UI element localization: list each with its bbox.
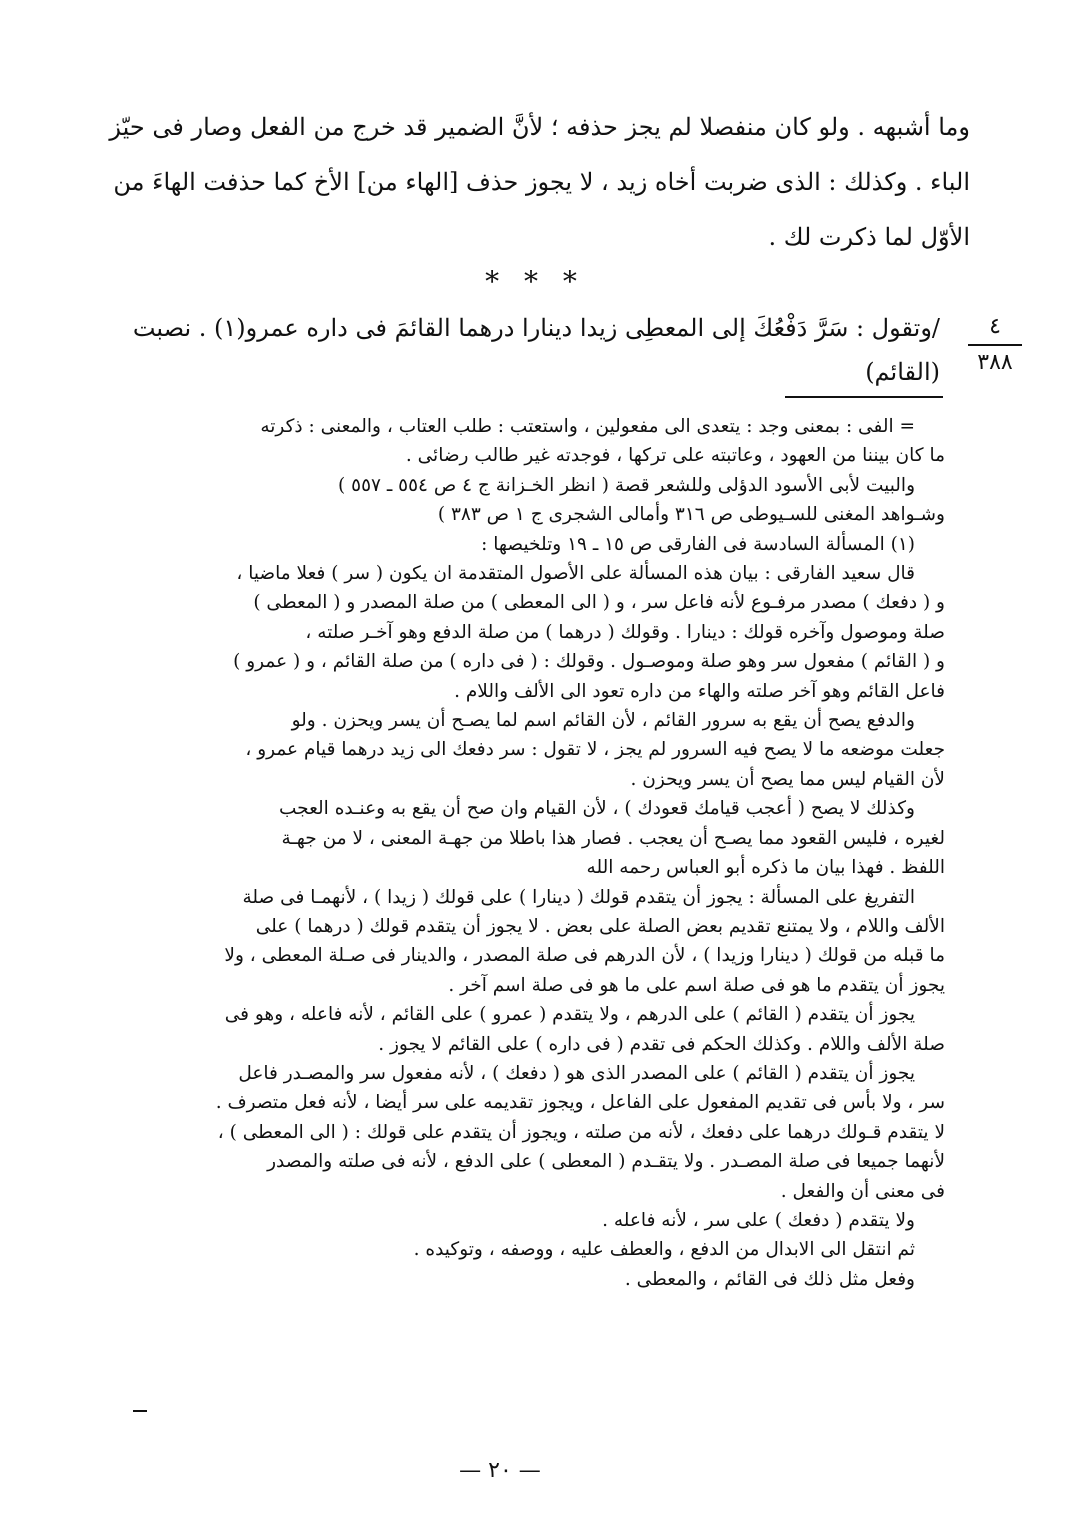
footnote-line: التفريغ على المسألة : يجوز أن يتقدم قولك ( دينارا ) على قولك ( زيدا ) ، لأنهمـا فى صلة [242, 886, 915, 908]
footnote-line: ما قبله من قولك ( دينارا وزيدا ) ، لأن الدرهم فى صلة المصدر ، والدينار فى صـلة المعطى ، ولا [224, 945, 945, 967]
main-text-line-1: وما أشبهه . ولو كان منفصلا لم يجز حذفه ؛ لأنَّ الضمير قد خرج من الفعل وصار فى حيّز [109, 113, 970, 141]
footnote-line: لغيره ، فليس القعود مما يصـح أن يعجب . فصار هذا باطلا من جهـة المعنى ، لا من جهـة [281, 827, 945, 849]
main-text-line-3: الأوّل لما ذكرت لك . [768, 223, 970, 251]
footnote-line: وفعل مثل ذلك فى القائم ، والمعطى . [624, 1268, 915, 1290]
page-number: — ٢٠ — [459, 1458, 541, 1483]
footnote-line: لا يتقدم قـولك درهما على دفعك ، لأنه من صلته ، ويجوز أن يتقدم على قولك : ( الى المعطى ) ، [217, 1121, 945, 1143]
footnote-line: اللفظ . فهذا بيان ما ذكره أبو العباس رحمه الله [586, 857, 945, 879]
margin-ref-bottom: ٣٨٨ [977, 350, 1013, 375]
footnote-line: ولا يتقدم ( دفعك ) على سر ، لأنه فاعله . [602, 1209, 915, 1231]
main-text [100, 100, 970, 265]
footnote-line: يجوز أن يتقدم ( القائم ) على المصدر الذى هو ( دفعك ) ، لأنه مفعول سر والمصـدر فاعل [238, 1062, 915, 1084]
margin-page-reference [968, 312, 1022, 378]
footnote-line: سر ، ولا بأس فى تقديم المفعول على الفاعل ، ويجوز تقديمه على سر أيضا ، لأنه فعل متصرف . [215, 1092, 945, 1114]
footnote-line: صلة الألف واللام . وكذلك الحكم فى تقدم ( فى داره ) على القائم لا يجوز . [378, 1033, 945, 1055]
main-text-line-2: الباء . وكذلك : الذى ضربت أخاه زيد ، لا يجوز حذف [الهاء من] الأخ كما حذفت الهاءَ من [113, 168, 970, 196]
footnote-line: لأنهما جميعا فى صلة المصـدر . ولا يتقـدم ( المعطى ) على الدفع ، لأنه فى صلته والمصدر [267, 1151, 945, 1173]
footnote-line: وشـواهد المغنى للسـيوطى ص ٣١٦ وأمالى الشجرى ج ١ ص ٣٨٣ ) [437, 504, 945, 526]
footnote-line: لأن القيام ليس مما يصح أن يسر ويحزن . [630, 768, 945, 790]
footnote-line: الألف واللام ، ولا يمتنع تقديم بعض الصلة على بعض . لا يجوز أن يتقدم قولك ( درهما ) على [255, 915, 945, 937]
margin-ref-rule [968, 344, 1022, 346]
footnote-line: والبيت لأبى الأسود الدؤلى وللشعر قصة ( انظر الخـزانة ج ٤ ص ٥٥٤ ـ ٥٥٧ ) [338, 474, 915, 496]
footnote-line: جعلت موضعه ما لا يصح فيه السرور لم يجز ، لا تقول : سر دفعك الى زيد درهما قيام عمرو ، [245, 739, 945, 761]
section-separator-stars: * * * [485, 265, 585, 298]
margin-dash-mark [133, 1410, 147, 1412]
footnote-line: فى معنى أن والفعل . [780, 1180, 945, 1202]
footnote-line: صلة وموصول وآخره قولك : دينارا . وقولك ( درهما ) من صلة الدفع وهو آخـر صلته ، [305, 621, 945, 643]
footnote-line: ثم انتقل الى الابدال من الدفع ، والعطف عليه ، ووصفه ، وتوكيده . [413, 1239, 915, 1261]
footnote-line: = الفى : بمعنى وجد : يتعدى الى مفعولين ، واستعتب : طلب العتاب ، والمعنى : ذكرته [260, 416, 915, 437]
footnote-line: قال سعيد الفارقى : بيان هذه المسألة على الأصول المتقدمة ان يكون ( سر ) فعلا ماضيا ، [236, 563, 915, 585]
footnote-line: والدفع يصح أن يقع به سرور القائم ، لأن القائم اسم لما يصـح أن يسر ويحزن . ولو [291, 710, 915, 732]
footnote-line: يجوز أن يتقدم ما هو فى صلة اسم على ما هو فى صلة اسم آخر . [448, 974, 945, 996]
footnote-line: و ( القائم ) مفعول سر وهو صلة وموصـول . وقولك : ( فى داره ) من صلة القائم ، و ( عمرو ) [233, 651, 945, 673]
footnote-line: (١) المسألة السادسة فى الفارقى ص ١٥ ـ ١٩ وتلخيصها : [481, 533, 915, 555]
footnotes [80, 412, 945, 1294]
footnote-line: وكذلك لا يصح ( أعجب قيامك قعودك ) ، لأن القيام وان صح أن يقع به وعنـده العجب [279, 798, 915, 820]
footnote-line: ما كان بيننا من العهود ، وعاتبته على تركها ، فوجدته غير طالب رضائى . [405, 445, 945, 467]
margin-ref-top: ٤ [989, 314, 1001, 339]
footnote-line: يجوز أن يتقدم ( القائم ) على الدرهم ، ولا يتقدم ( عمرو ) على القائم ، لأنه فاعله ، وهو فى [224, 1004, 915, 1026]
footnote-line: فاعل القائم وهو آخر صلته والهاء من داره تعود الى الألف واللام . [454, 680, 945, 702]
example-sentence: /وتقول : سَرَّ دَفْعُكَ إلى المعطِى زيدا دينارا درهما القائمَ فى داره عمرو(١) . نصبت (القائم) [132, 314, 940, 386]
footnote-line: و ( دفعك ) مصدر مرفـوع لأنه فاعل سر ، و ( الى المعطى ) من صلة المصدر و ( المعطى ) [253, 592, 945, 614]
footnote-separator [785, 396, 943, 398]
